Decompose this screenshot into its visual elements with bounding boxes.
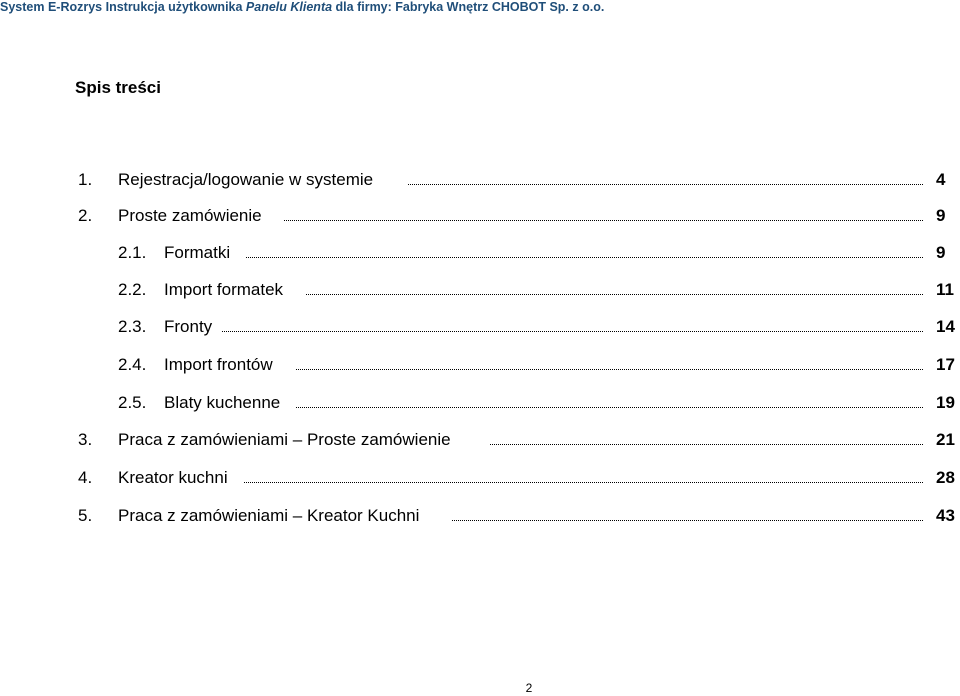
toc-leader-dots — [222, 331, 923, 332]
toc-entry-page: 28 — [936, 468, 955, 487]
toc-entry-page: 21 — [936, 430, 955, 449]
header-title: System E-Rozrys Instrukcja użytkownika — [0, 0, 246, 14]
toc-entry-number: 2.2. — [118, 280, 147, 299]
page-number — [0, 680, 960, 696]
toc-entry[interactable] — [0, 428, 960, 452]
header-panel-name: Panelu Klienta — [245, 0, 333, 14]
header-company: dla firmy: Fabryka Wnętrz CHOBOT Sp. z o.o. — [332, 0, 605, 14]
toc-entry-label: Import formatek — [164, 280, 284, 299]
toc-entry-label: Blaty kuchenne — [164, 393, 281, 412]
toc-entry[interactable] — [0, 204, 960, 228]
toc-entry-page: 9 — [936, 206, 946, 225]
toc-leader-dots — [452, 520, 923, 521]
toc-entry[interactable] — [0, 278, 960, 302]
toc-entry-number: 5. — [78, 506, 93, 525]
toc-entry-number: 2.4. — [118, 355, 147, 374]
toc-entry-number: 2.5. — [118, 393, 147, 412]
toc-entry-number: 1. — [78, 170, 93, 189]
toc-leader-dots — [284, 220, 923, 221]
running-header — [0, 0, 960, 14]
toc-entry[interactable] — [0, 466, 960, 490]
toc-entry-page: 17 — [936, 355, 955, 374]
toc-entry-number: 2.3. — [118, 317, 147, 336]
toc-entry-label: Proste zamówienie — [118, 206, 262, 225]
toc-entry-page: 19 — [936, 393, 955, 412]
toc-entry[interactable] — [0, 504, 960, 528]
toc-entry-number: 4. — [78, 468, 93, 487]
toc-entry-page: 9 — [936, 243, 946, 262]
toc-entry-label: Praca z zamówieniami – Proste zamówienie — [118, 430, 451, 449]
toc-entry-page: 4 — [936, 170, 946, 189]
toc-entry-page: 14 — [936, 317, 955, 336]
toc-leader-dots — [490, 444, 923, 445]
page-number-value: 2 — [525, 681, 533, 695]
toc-entry[interactable] — [0, 168, 960, 192]
toc-entry[interactable] — [0, 241, 960, 265]
toc-leader-dots — [296, 369, 923, 370]
toc-entry[interactable] — [0, 391, 960, 415]
toc-entry-number: 2. — [78, 206, 93, 225]
toc-entry[interactable] — [0, 315, 960, 339]
toc-entry[interactable] — [0, 353, 960, 377]
toc-leader-dots — [306, 294, 923, 295]
toc-entry-label: Import frontów — [164, 355, 273, 374]
toc-leader-dots — [296, 407, 923, 408]
toc-leader-dots — [244, 482, 923, 483]
toc-title: Spis treści — [75, 78, 161, 97]
toc-leader-dots — [246, 257, 923, 258]
toc-entry-label: Fronty — [164, 317, 213, 336]
toc-entry-number: 3. — [78, 430, 93, 449]
toc-entry-page: 43 — [936, 506, 955, 525]
toc-entry-label: Rejestracja/logowanie w systemie — [118, 170, 374, 189]
toc-entry-page: 11 — [936, 280, 954, 299]
toc-entry-label: Formatki — [164, 243, 231, 262]
toc-entry-label: Praca z zamówieniami – Kreator Kuchni — [118, 506, 420, 525]
toc-entry-label: Kreator kuchni — [118, 468, 228, 487]
toc-leader-dots — [408, 184, 923, 185]
toc-entry-number: 2.1. — [118, 243, 147, 262]
